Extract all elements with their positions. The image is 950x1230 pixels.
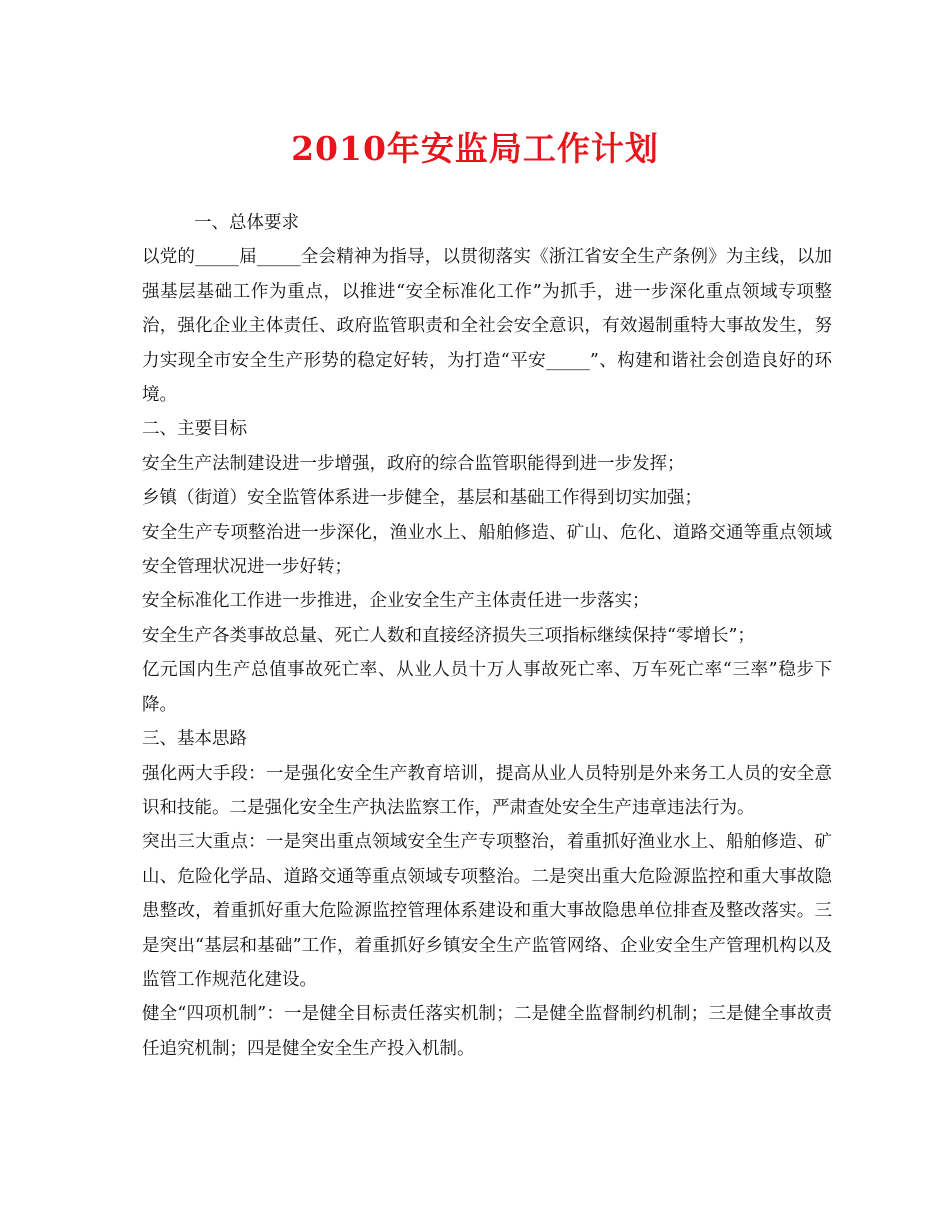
section-heading-main-goals: 二、主要目标 xyxy=(142,419,247,440)
document-title: 2010年安监局工作计划 xyxy=(291,129,659,168)
paragraph-two-means: 强化两大手段：一是强化安全生产教育培训，提高从业人员特别是外来务工人员的安全意识和技能。二是强化安全生产执法监察工作，严肃查处安全生产违章违法行为。 xyxy=(142,763,832,818)
paragraph-general-requirements: 以党的_____届_____全会精神为指导，以贯彻落实《浙江省安全生产条例》为主线，以加强基层基础工作为重点，以推进“安全标准化工作”为抓手，进一步深化重点领域专项整治，强化企业主体责任、政府监管职责和全社会安全意识，有效遏制重特大事故发生，努力实现全市安全生产形势的稳定好转，为打造“平安_____”、构建和谐社会创造良好的环境。 xyxy=(142,247,832,406)
paragraph-goal-1: 安全生产法制建设进一步增强，政府的综合监管职能得到进一步发挥； xyxy=(142,453,685,474)
paragraph-goal-2: 乡镇（街道）安全监管体系进一步健全，基层和基础工作得到切实加强； xyxy=(142,488,702,509)
paragraph-three-priorities: 突出三大重点：一是突出重点领域安全生产专项整治，着重抓好渔业水上、船舶修造、矿山、危险化学品、道路交通等重点领域专项整治。二是突出重大危险源监控和重大事故隐患整改，着重抓好重大危险源监控管理体系建设和重大事故隐患单位排查及整改落实。三是突出“基层和基础”工作，着重抓好乡镇安全生产监管网络、企业安全生产管理机构以及监管工作规范化建设。 xyxy=(142,832,832,990)
paragraph-goal-3: 安全生产专项整治进一步深化，渔业水上、船舶修造、矿山、危化、道路交通等重点领域安全管理状况进一步好转； xyxy=(142,522,832,578)
paragraph-goal-4: 安全标准化工作进一步推进，企业安全生产主体责任进一步落实； xyxy=(142,591,650,612)
section-heading-basic-approach: 三、基本思路 xyxy=(142,729,247,750)
paragraph-goal-6: 亿元国内生产总值事故死亡率、从业人员十万人事故死亡率、万车死亡率“三率”稳步下降。 xyxy=(142,660,832,715)
section-heading-general-requirements: 一、总体要求 xyxy=(194,213,299,233)
document-body xyxy=(142,206,832,1066)
paragraph-four-mechanisms: 健全“四项机制”：一是健全目标责任落实机制；二是健全监督制约机制；三是健全事故责任追究机制；四是健全安全生产投入机制。 xyxy=(142,1004,832,1059)
paragraph-goal-5: 安全生产各类事故总量、死亡人数和直接经济损失三项指标继续保持“零增长”； xyxy=(142,625,755,646)
